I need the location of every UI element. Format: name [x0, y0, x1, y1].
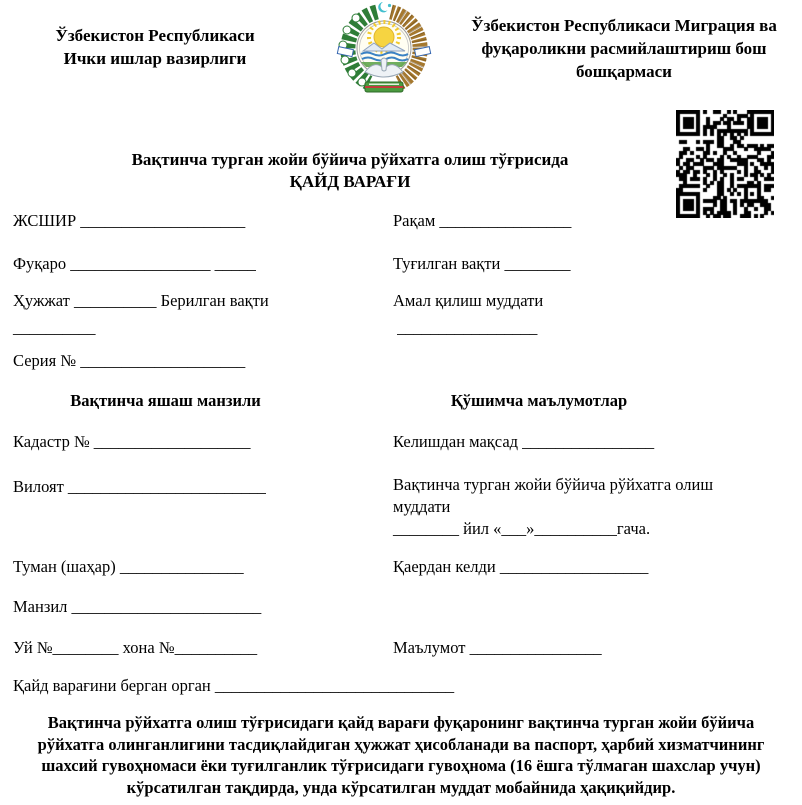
field-hujjat: Ҳужжат __________ Берилган вақти: [13, 291, 269, 310]
legal-note: Вақтинча рўйхатга олиш тўғрисидаги қайд варағи фуқаронинг вақтинча турган жойи бўйича рўйхатга олинганлигини тасдиқлайдиган ҳужжат ҳисобланади ва паспорт, ҳарбий хизматчининг шахсий гувоҳномаси ёки туғилганлик тўғрисидаги гувоҳнома (16 ёшга тўлмаган шахслар учун) кўрсатилган тақдирда, унда кўрсатилган муддат мобайнида ҳақиқийдир.: [37, 713, 765, 797]
ministry-name-line1: Ўзбекистон Республикаси: [55, 26, 255, 45]
field-viloyat: Вилоят ________________________: [13, 477, 266, 496]
ministry-name-line2: Ички ишлар вазирлиги: [63, 49, 247, 68]
field-tuman: Туман (шаҳар) _______________: [13, 557, 244, 576]
document-title-line2: ҚАЙД ВАРАҒИ: [289, 172, 411, 191]
qr-code: [676, 110, 774, 218]
field-uy-xona: Уй №________ хона №__________: [13, 638, 258, 657]
field-qayerdan: Қаердан келди __________________: [393, 557, 649, 576]
field-manzil: Манзил _______________________: [13, 597, 262, 616]
field-issuing-organ: Қайд варағини берган орган _____________________________: [13, 676, 455, 695]
field-jshshir: ЖСШИР ____________________: [13, 211, 246, 230]
field-muddat-line2: муддати: [393, 497, 451, 516]
field-muddat-line3: ________ йил «___»__________гача.: [393, 519, 651, 538]
field-amal-cont: _________________: [393, 318, 538, 337]
department-name: Ўзбекистон Республикаси Миграция ва фуқароликни расмийлаштириш бош бошқармаси: [471, 16, 777, 81]
document-title: [20, 149, 680, 193]
field-seriya: Серия № ____________________: [13, 351, 246, 370]
section-temporary-address: Вақтинча яшаш манзили: [70, 391, 261, 410]
field-fuqaro: Фуқаро _________________ _____: [13, 254, 256, 273]
ministry-name: [40, 24, 270, 70]
field-kelishdan: Келишдан мақсад ________________: [393, 432, 655, 451]
field-hujjat-cont: __________: [13, 318, 96, 337]
field-raqam: Рақам ________________: [393, 211, 572, 230]
uzbekistan-state-emblem-icon: [332, 1, 436, 97]
field-muddat-line1: Вақтинча турган жойи бўйича рўйхатга олиш: [393, 475, 714, 494]
document-title-line1: Вақтинча турган жойи бўйича рўйхатга олиш тўғрисида: [131, 150, 569, 169]
field-kadastr: Кадастр № ___________________: [13, 432, 251, 451]
field-malumot: Маълумот ________________: [393, 638, 602, 657]
section-additional-info: Қўшимча маълумотлар: [450, 391, 628, 410]
field-amal-muddati: Амал қилиш муддати: [393, 291, 544, 310]
field-tugilgan: Туғилган вақти ________: [393, 254, 571, 273]
